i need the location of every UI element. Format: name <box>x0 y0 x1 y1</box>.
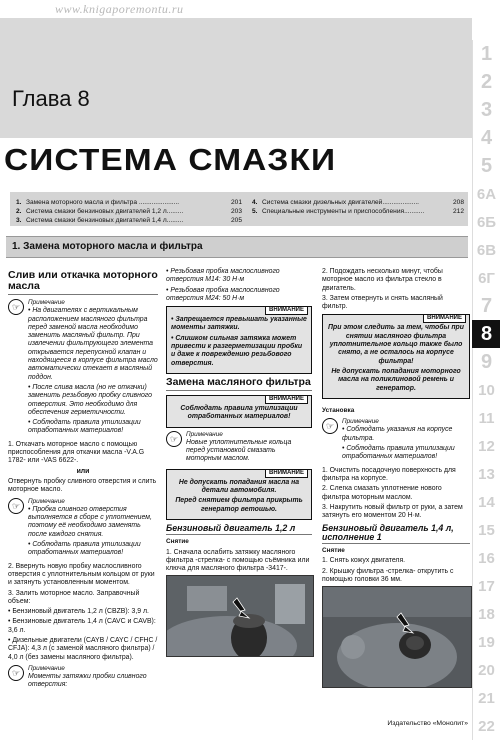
torque-item: • Резьбовая пробка маслосливного отверстия М24: 50 Н·м <box>166 286 280 302</box>
chapter-tab-5[interactable]: 5 <box>472 152 500 180</box>
toc-left-column <box>16 198 242 225</box>
chapter-tab-6В[interactable]: 6В <box>472 236 500 264</box>
chapter-tab-17[interactable]: 17 <box>472 572 500 600</box>
toc-row[interactable]: 5. Специальные инструменты и приспособления........... 212 <box>252 208 464 215</box>
engine-heading: Бензиновый двигатель 1,4 л, исполнение 1 <box>322 524 470 544</box>
note-block: ☞ Примечание • Пробка сливного отверстия выполняется в сборе с уплотнением, поэтому её необходимо заменять после каждого снятия. • Соблюдать правила утилизации отработанных материалов! <box>8 498 158 560</box>
chapter-tab-10[interactable]: 10 <box>472 376 500 404</box>
step: 1. Снять кожух двигателя. <box>322 557 406 565</box>
chapter-tab-22[interactable]: 22 <box>472 712 500 740</box>
note-block: ☞ Примечание Моменты затяжки пробки сливного отверстия: <box>8 665 158 692</box>
removal-label: Снятие <box>322 547 345 555</box>
chapter-tab-6Г[interactable]: 6Г <box>472 264 500 292</box>
chapter-tab-6A[interactable]: 6A <box>472 180 500 208</box>
or-text: или <box>76 467 90 475</box>
step: 3. Залить моторное масло. Заправочный объем: <box>8 589 140 605</box>
engine-heading: Бензиновый двигатель 1,2 л <box>166 524 312 535</box>
removal-label: Снятие <box>166 538 189 546</box>
header-band <box>0 18 472 138</box>
chapter-tabs <box>472 40 500 740</box>
warning-tag: ВНИМАНИЕ <box>265 395 308 404</box>
chapter-tab-20[interactable]: 20 <box>472 656 500 684</box>
chapter-tab-14[interactable]: 14 <box>472 488 500 516</box>
oil-filter-photo <box>166 575 314 657</box>
toc-row[interactable]: 4. Система смазки дизельных двигателей.................... 208 <box>252 199 464 206</box>
watermark: www.knigaporemontu.ru <box>55 2 184 16</box>
step: 3. Затем отвернуть и снять масляный фильтр. <box>322 294 443 311</box>
step: 2. Крышку фильтра -стрелка- открутить с помощью головки 36 мм. <box>322 567 454 583</box>
volume-item: • Бензиновые двигатель 1,4 л (CAVC и CAVB): 3,6 л. <box>8 618 156 634</box>
torque-item: • Резьбовая пробка маслосливного отверстия М14: 30 Н·м <box>166 268 280 284</box>
note-hand-icon: ☞ <box>8 665 24 681</box>
step: 1. Очистить посадочную поверхность для фильтра на корпусе. <box>322 466 456 482</box>
column-3 <box>322 268 470 688</box>
table-of-contents <box>10 192 468 226</box>
warning-tag: ВНИМАНИЕ <box>265 306 308 315</box>
chapter-tab-16[interactable]: 16 <box>472 544 500 572</box>
step: 2. Ввернуть новую пробку маслосливного отверстия с уплотнительным кольцом от руки и затянуть установленным моментом. <box>8 562 155 587</box>
toc-row[interactable]: 1. Замена моторного масла и фильтра ...................... 201 <box>16 199 242 206</box>
note-hand-icon: ☞ <box>8 299 24 315</box>
chapter-tab-11[interactable]: 11 <box>472 404 500 432</box>
step: 1. Откачать моторное масло с помощью приспособления для откачки масла -V.A.G 1782- или -VAS 6622-. <box>8 440 145 465</box>
warning-box: ВНИМАНИЕ • Запрещается превышать указанные моменты затяжки. • Слишком сильная затяжка может привести к разгерметизации пробки и даже к повреждению резьбового отверстия. <box>166 306 312 374</box>
chapter-tab-9[interactable]: 9 <box>472 348 500 376</box>
column-2 <box>166 268 312 657</box>
section-heading: 1. Замена моторного масла и фильтра <box>6 236 468 258</box>
chapter-label: Глава 8 <box>12 86 90 111</box>
chapter-tab-21[interactable]: 21 <box>472 684 500 712</box>
step: 3. Накрутить новый фильтр от руки, а затем затянуть его моментом 20 Н·м. <box>322 503 463 520</box>
note-hand-icon: ☞ <box>8 498 24 514</box>
note-hand-icon: ☞ <box>322 418 338 434</box>
chapter-tab-13[interactable]: 13 <box>472 460 500 488</box>
chapter-title: СИСТЕМА СМАЗКИ <box>4 142 337 177</box>
toc-row[interactable]: 2. Система смазки бензиновых двигателей 1,2 л......... 203 <box>16 208 242 215</box>
chapter-tab-6Б[interactable]: 6Б <box>472 208 500 236</box>
chapter-tab-3[interactable]: 3 <box>472 96 500 124</box>
volume-item: • Дизельные двигатели (CAYB / CAYC / CFHC / CFJA): 4,3 л (с заменой масляного фильтра) / 4,0 л (без замены масляного фильтра). <box>8 636 158 661</box>
chapter-tab-15[interactable]: 15 <box>472 516 500 544</box>
warning-box: ВНИМАНИЕ Соблюдать правила утилизации отработанных материалов! <box>166 395 312 428</box>
chapter-tab-19[interactable]: 19 <box>472 628 500 656</box>
subsection-heading: Слив или откачка моторного масла <box>8 270 158 295</box>
chapter-tab-1[interactable]: 1 <box>472 40 500 68</box>
subsection-heading: Замена масляного фильтра <box>166 377 312 391</box>
step: 1. Сначала ослабить затяжку масляного фильтра -стрелка- с помощью съёмника или ключа для масляного фильтра -3417-. <box>166 548 310 573</box>
step: 2. Слегка смазать уплотнение нового фильтра моторным маслом. <box>322 485 442 501</box>
filter-cover-photo <box>322 586 472 688</box>
note-block: ☞ Примечание • На двигателях с вертикальным расположением масляного фильтра перед заменой масла необходимо заменить масляный фильтр. При извлечении фильтрующего элемента открывается перепускной клапан и находящееся в корпусе фильтра масло автоматически стекает в масляный поддон. • После слива масла (но не откачки) заменить резьбовую пробку сливного отверстия. Это необходимо для обеспечения герметичности. • Соблюдать правила утилизации отработанных материалов! <box>8 299 158 438</box>
warning-box: ВНИМАНИЕ Не допускать попадания масла на детали автомобиля. Перед снятием фильтра прикрыть генератор ветошью. <box>166 469 312 520</box>
chapter-tab-7[interactable]: 7 <box>472 292 500 320</box>
chapter-tab-2[interactable]: 2 <box>472 68 500 96</box>
volume-item: • Бензиновый двигатель 1,2 л (CBZB): 3,9 л. <box>8 608 149 616</box>
chapter-tab-12[interactable]: 12 <box>472 432 500 460</box>
warning-tag: ВНИМАНИЕ <box>265 469 308 478</box>
step: 2. Подождать несколько минут, чтобы моторное масло из фильтра стекло в двигатель. <box>322 268 443 292</box>
install-label: Установка <box>322 406 355 414</box>
note-hand-icon: ☞ <box>166 431 182 447</box>
toc-right-column <box>252 198 464 216</box>
chapter-tab-8[interactable]: 8 <box>472 320 500 348</box>
warning-tag: ВНИМАНИЕ <box>423 314 466 323</box>
step: Отвернуть пробку сливного отверстия и слить моторное масло. <box>8 477 157 494</box>
toc-row[interactable]: 3. Система смазки бензиновых двигателей 1,4 л......... 205 <box>16 217 242 224</box>
column-1 <box>8 268 158 695</box>
warning-box: ВНИМАНИЕ При этом следить за тем, чтобы при снятии масляного фильтра уплотнительное кольцо также было снято, а не осталось на корпусе фильтра! Не допускать попадания моторного масла на поликлиновой ремень и генератор. <box>322 314 470 398</box>
note-block: ☞ Примечание Новые уплотнительные кольца перед установкой смазать моторным маслом. <box>166 431 312 466</box>
footer-publisher: Издательство «Монолит» <box>387 720 468 727</box>
chapter-tab-4[interactable]: 4 <box>472 124 500 152</box>
note-block: ☞ Примечание • Соблюдать указания на корпусе фильтра. • Соблюдать правила утилизации отработанных материалов! <box>322 418 470 463</box>
chapter-tab-18[interactable]: 18 <box>472 600 500 628</box>
